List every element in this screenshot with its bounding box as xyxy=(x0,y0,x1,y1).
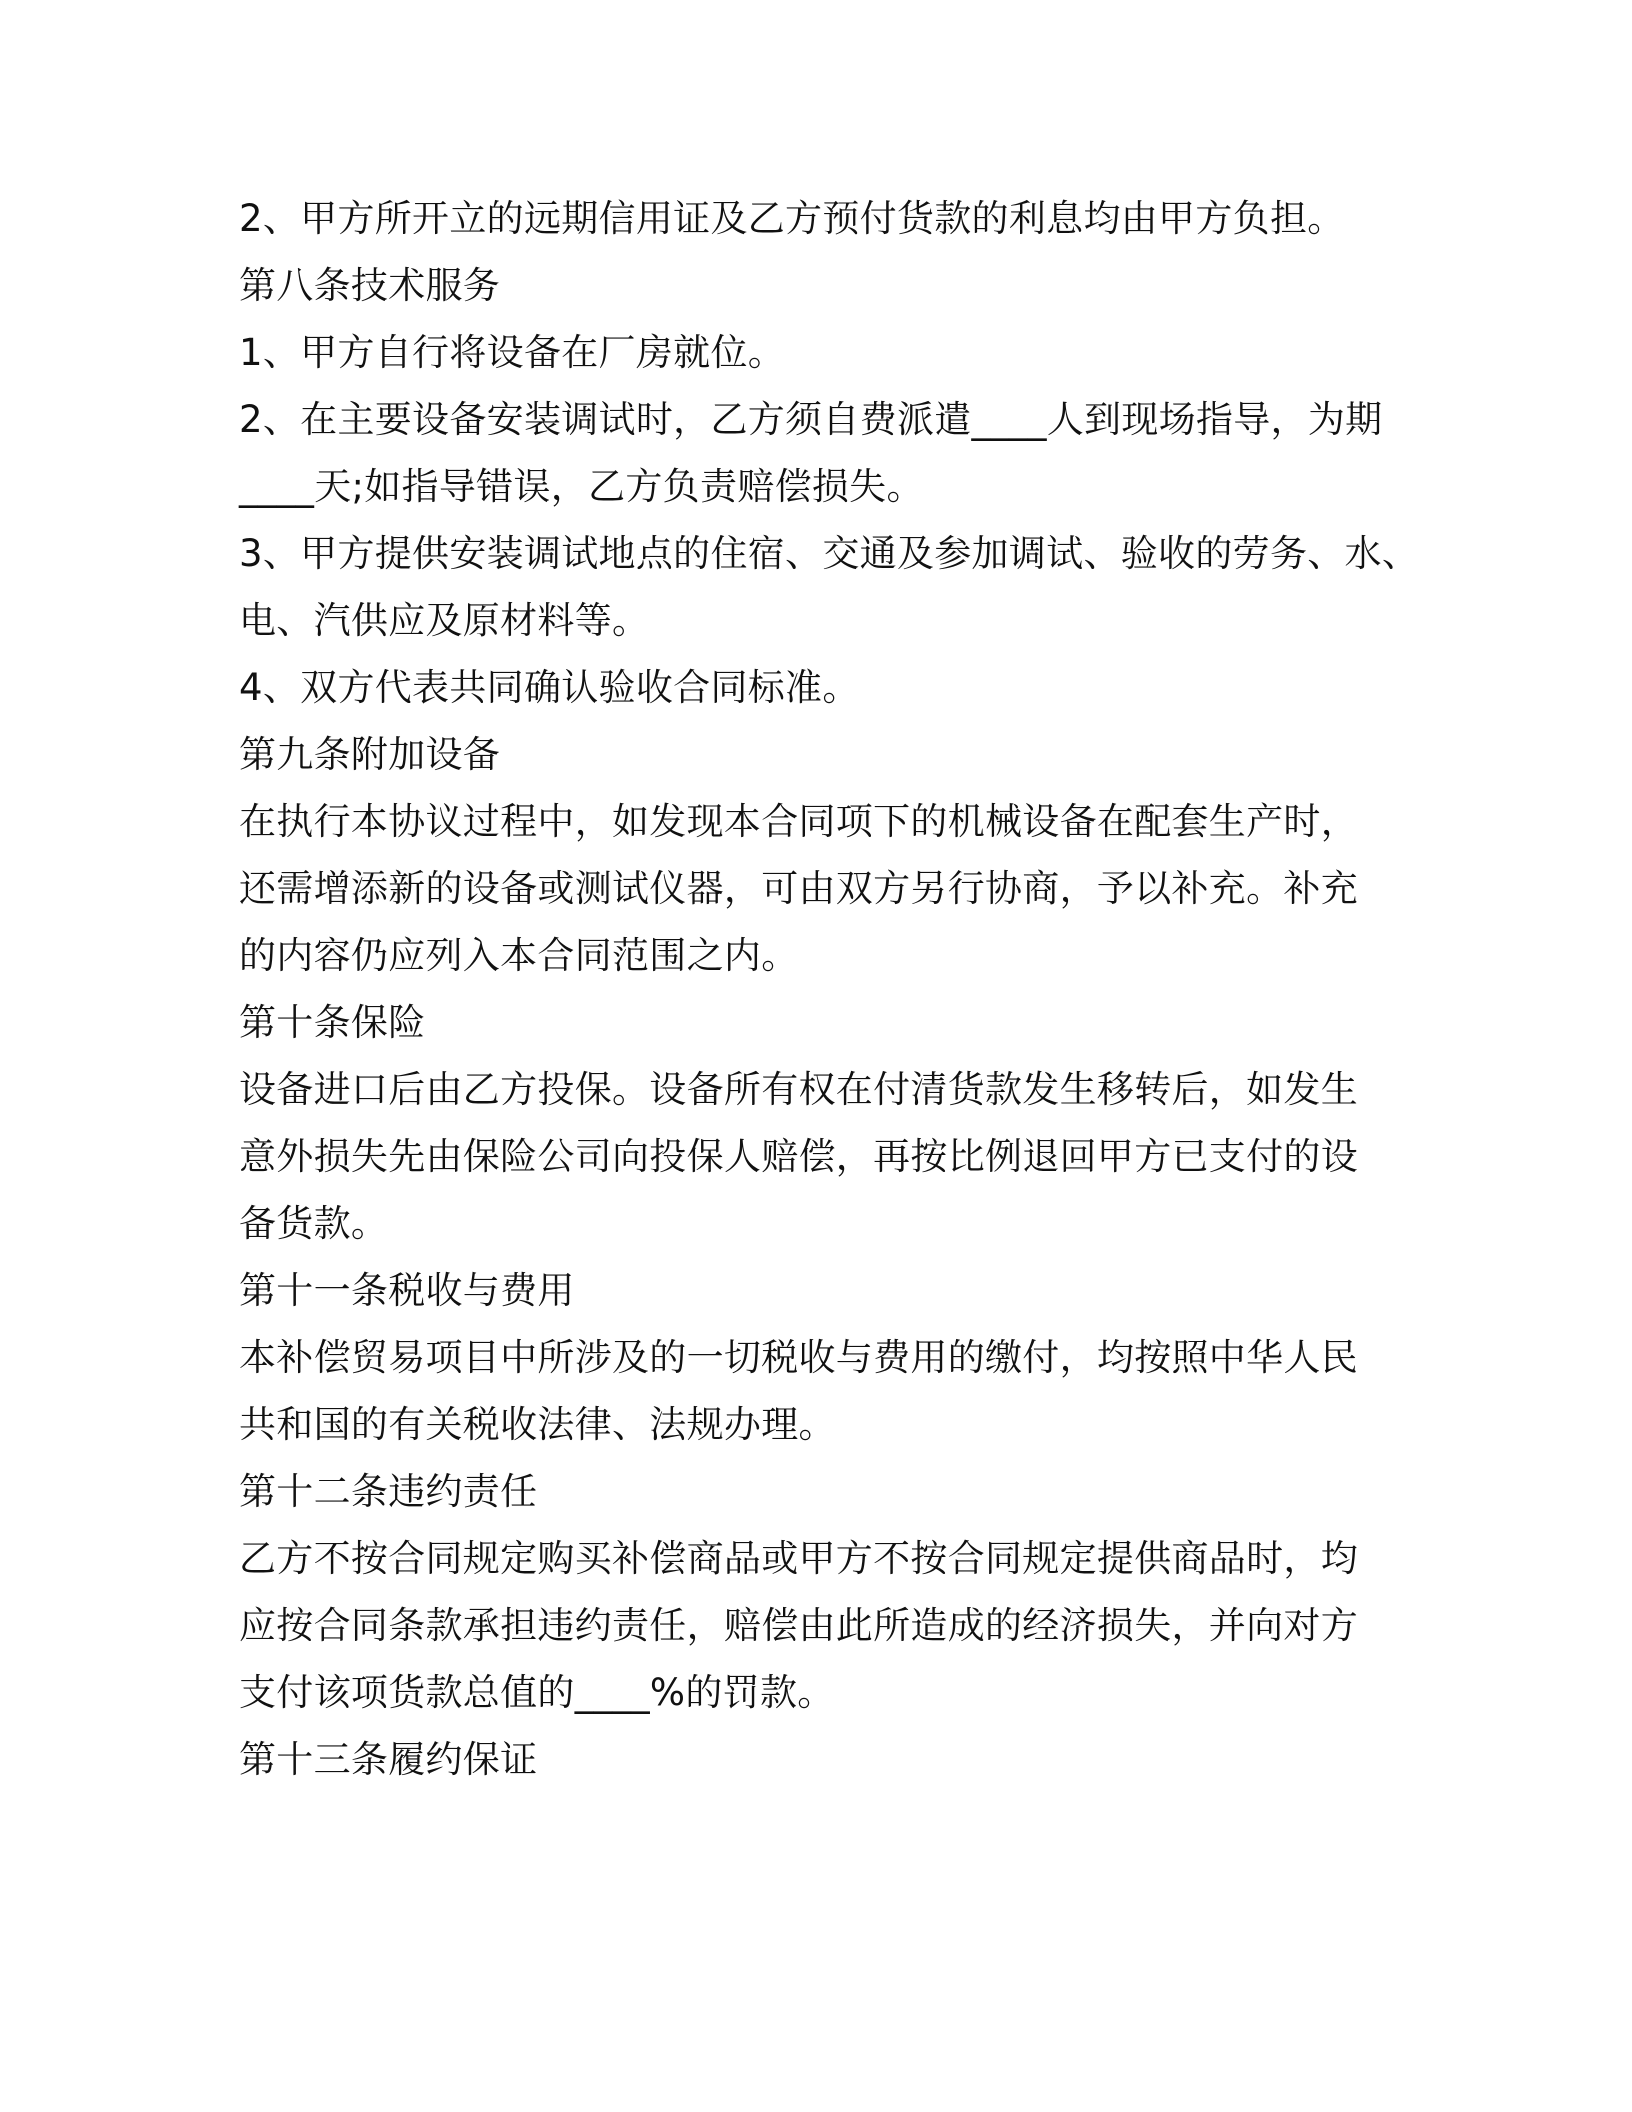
paragraph-insurance-cont-2: 备货款。 xyxy=(239,1202,389,1245)
clause-installation-guidance: 2、在主要设备安装调试时，乙方须自费派遣____人到现场指导，为期 xyxy=(239,398,1383,441)
clause-installation-guidance-cont: ____天;如指导错误，乙方负责赔偿损失。 xyxy=(239,465,924,508)
paragraph-liability-cont-2: 支付该项货款总值的____%的罚款。 xyxy=(239,1671,835,1714)
paragraph-additional-equipment-cont-2: 的内容仍应列入本合同范围之内。 xyxy=(239,934,799,977)
heading-article-9-additional-equipment: 第九条附加设备 xyxy=(239,733,501,776)
paragraph-insurance-cont-1: 意外损失先由保险公司向投保人赔偿，再按比例退回甲方已支付的设 xyxy=(239,1135,1358,1178)
document-body xyxy=(239,185,1419,1793)
clause-acceptance-standard: 4、双方代表共同确认验收合同标准。 xyxy=(239,666,860,709)
heading-article-13-performance-guarantee: 第十三条履约保证 xyxy=(239,1738,538,1781)
clause-site-provisions: 3、甲方提供安装调试地点的住宿、交通及参加调试、验收的劳务、水、 xyxy=(239,532,1420,575)
paragraph-insurance: 设备进口后由乙方投保。设备所有权在付清货款发生移转后，如发生 xyxy=(239,1068,1358,1111)
heading-article-11-taxes-fees: 第十一条税收与费用 xyxy=(239,1269,575,1312)
paragraph-additional-equipment: 在执行本协议过程中，如发现本合同项下的机械设备在配套生产时， xyxy=(239,800,1358,843)
clause-interest-burden: 2、甲方所开立的远期信用证及乙方预付货款的利息均由甲方负担。 xyxy=(239,197,1345,240)
heading-article-12-liability: 第十二条违约责任 xyxy=(239,1470,538,1513)
clause-equipment-positioning: 1、甲方自行将设备在厂房就位。 xyxy=(239,331,786,374)
paragraph-taxes-fees: 本补偿贸易项目中所涉及的一切税收与费用的缴付，均按照中华人民 xyxy=(239,1336,1358,1379)
paragraph-liability-cont-1: 应按合同条款承担违约责任，赔偿由此所造成的经济损失，并向对方 xyxy=(239,1604,1358,1647)
paragraph-taxes-fees-cont: 共和国的有关税收法律、法规办理。 xyxy=(239,1403,836,1446)
paragraph-liability: 乙方不按合同规定购买补偿商品或甲方不按合同规定提供商品时，均 xyxy=(239,1537,1358,1580)
paragraph-additional-equipment-cont-1: 还需增添新的设备或测试仪器，可由双方另行协商，予以补充。补充 xyxy=(239,867,1358,910)
heading-article-8-technical-service: 第八条技术服务 xyxy=(239,264,501,307)
heading-article-10-insurance: 第十条保险 xyxy=(239,1001,426,1044)
clause-site-provisions-cont: 电、汽供应及原材料等。 xyxy=(239,599,650,642)
